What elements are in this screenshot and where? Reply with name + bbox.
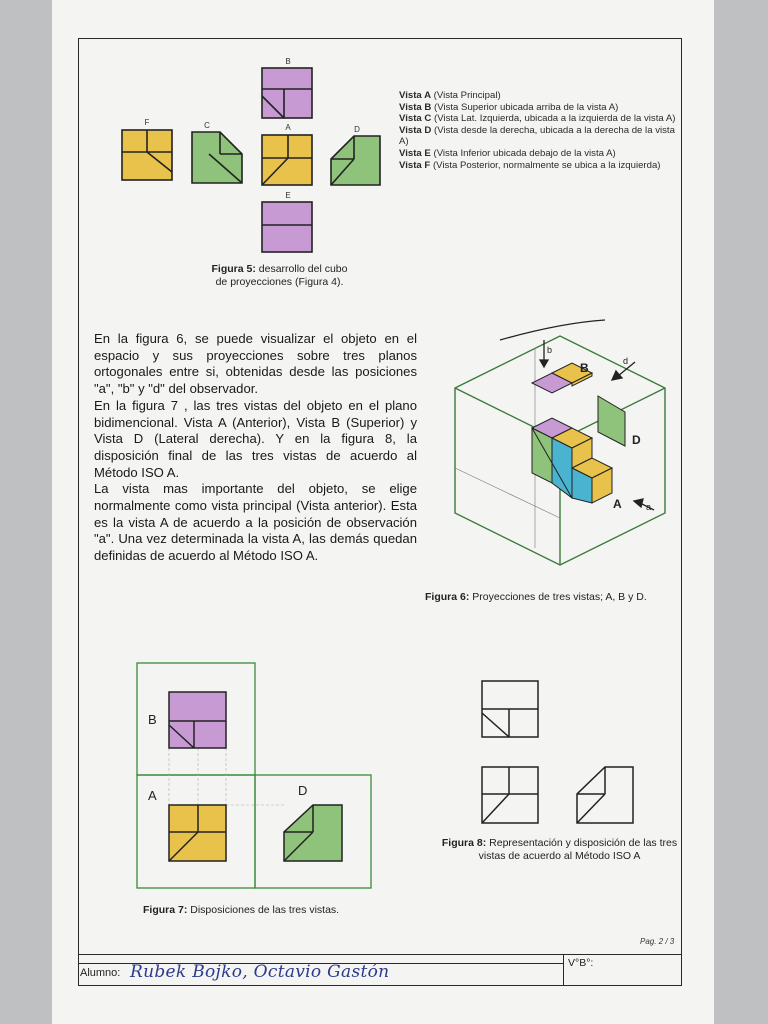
- page-number: Pag. 2 / 3: [640, 937, 675, 946]
- legend-item-b: Vista B (Vista Superior ubicada arriba de la vista A): [399, 101, 619, 113]
- view-d-outline: [577, 767, 633, 823]
- label-a: A: [285, 123, 291, 132]
- view-a: [169, 805, 226, 861]
- body-text: [94, 331, 417, 565]
- label-D: D: [298, 783, 308, 798]
- label-b-small: b: [547, 345, 553, 355]
- view-e-square: [262, 202, 312, 252]
- view-d: [284, 805, 342, 861]
- figure-8-iso-a: [478, 677, 643, 827]
- label-c: C: [204, 121, 210, 130]
- figure-7-caption: Figura 7: Disposiciones de las tres vistas.: [143, 904, 340, 916]
- view-a-outline: [482, 767, 538, 823]
- footer-divider-top: [78, 954, 682, 955]
- figure-5-caption: Figura 5: desarrollo del cubo de proyecciones (Figura 4).: [211, 263, 348, 288]
- paragraph-2: En la figura 7 , las tres vistas del objeto en el plano bidimencional. Vista A (Anterior), Vista B (Superior) y Vista D (Lateral derecha). Y en la figura 8, la disposición final de las tres vistas de acuerdo al Método ISO A.: [94, 397, 417, 480]
- label-D: D: [632, 433, 641, 447]
- view-b-square: [262, 68, 312, 118]
- legend-item-f: Vista F (Vista Posterior, normalmente se ubica a la izquierda): [399, 159, 661, 171]
- figure-6-caption: Figura 6: Proyecciones de tres vistas; A, B y D.: [425, 591, 647, 603]
- student-signature: Rubek Bojko, Octavio Gastón: [130, 962, 390, 982]
- label-B: B: [580, 361, 589, 375]
- figure-7-three-views: [136, 662, 376, 892]
- footer-vb-divider: [563, 954, 564, 985]
- label-d-small: d: [623, 356, 629, 366]
- label-f: F: [144, 118, 150, 127]
- legend-item-a: Vista A (Vista Principal): [399, 90, 501, 101]
- label-A: A: [148, 788, 157, 803]
- legend-item-d: Vista D (Vista desde la derecha, ubicada a la derecha de la vista A): [399, 124, 675, 148]
- label-e: E: [285, 191, 291, 200]
- view-c-square: [192, 132, 242, 183]
- paragraph-1: En la figura 6, se puede visualizar el objeto en el espacio y sus proyecciones sobre tres planos ortogonales entre si, obtenidas desde las posiciones "a", "b" y "d" del observador.: [94, 331, 417, 397]
- vb-label: V°B°:: [568, 957, 594, 969]
- label-b: B: [285, 57, 291, 66]
- label-A: A: [613, 497, 622, 511]
- figure-5-cube-development: [110, 55, 390, 260]
- label-a-small: a: [646, 502, 652, 512]
- figure-8-caption: Figura 8: Representación y disposición de las tres vistas de acuerdo al Método ISO A: [441, 837, 678, 862]
- legend-item-c: Vista C (Vista Lat. Izquierda, ubicada a la izquierda de la vista A): [399, 113, 676, 125]
- view-a-square: [262, 135, 312, 185]
- alumno-label: Alumno:: [80, 967, 121, 979]
- legend-item-e: Vista E (Vista Inferior ubicada debajo de la vista A): [399, 147, 616, 159]
- paragraph-3: La vista mas importante del objeto, se elige normalmente como vista principal (Vista anterior). Esta es la vista A de acuerdo a la posición de observación "a". Una vez determinada la vista A, las demás quedan definidas de acuerdo al Método ISO A.: [94, 481, 417, 564]
- figure-6-isometric-projection: [440, 318, 680, 580]
- view-b-outline: [482, 681, 538, 737]
- label-d: D: [354, 125, 360, 134]
- label-B: B: [148, 712, 157, 727]
- figure-5-legend: [399, 90, 679, 171]
- view-f-square: [122, 130, 172, 180]
- curved-pointer: [500, 320, 605, 340]
- view-d-square: [331, 136, 380, 185]
- view-b: [169, 692, 226, 748]
- projection-d: [598, 396, 625, 446]
